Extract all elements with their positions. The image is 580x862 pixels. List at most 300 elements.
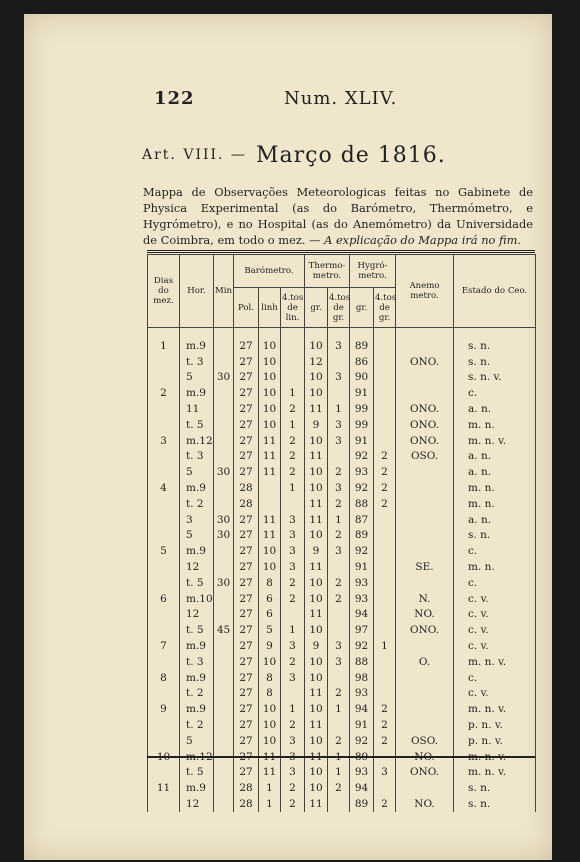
cell-hy-quartos — [374, 543, 396, 559]
cell-pol: 27 — [234, 575, 259, 591]
cell-th-gr: 9 — [305, 543, 328, 559]
cell-th-gr: 10 — [305, 701, 328, 717]
cell-quartos-lin: 2 — [281, 449, 305, 465]
cell-dia — [148, 607, 180, 623]
cell-hy-gr: 93 — [350, 591, 374, 607]
cell-estado-ceo: a. n. — [454, 512, 536, 528]
cell-pol: 27 — [234, 417, 259, 433]
cell-estado-ceo: m. n. v. — [454, 765, 536, 781]
cell-quartos-lin — [281, 496, 305, 512]
cell-hy-gr: 92 — [350, 543, 374, 559]
cell-quartos-lin: 2 — [281, 464, 305, 480]
cell-linh: 8 — [259, 670, 281, 686]
cell-hy-gr: 94 — [350, 780, 374, 796]
cell-quartos-lin: 3 — [281, 638, 305, 654]
cell-estado-ceo: a. n. — [454, 464, 536, 480]
cell-estado-ceo: a. n. — [454, 449, 536, 465]
col-header-anemometro: Anemo metro. — [396, 255, 454, 328]
cell-linh: 10 — [259, 654, 281, 670]
cell-pol: 27 — [234, 654, 259, 670]
cell-hy-gr: 99 — [350, 417, 374, 433]
col-header-thermometro: Thermo-metro. — [305, 255, 350, 288]
cell-estado-ceo: c. v. — [454, 638, 536, 654]
cell-estado-ceo: c. v. — [454, 591, 536, 607]
cell-hy-quartos — [374, 559, 396, 575]
cell-th-gr: 10 — [305, 575, 328, 591]
cell-hora: m.12 — [180, 749, 214, 765]
cell-quartos-lin: 1 — [281, 480, 305, 496]
cell-dia: 3 — [148, 433, 180, 449]
cell-th-quartos: 2 — [328, 496, 350, 512]
cell-estado-ceo: a. n. — [454, 401, 536, 417]
cell-quartos-lin: 2 — [281, 433, 305, 449]
cell-estado-ceo: c. — [454, 385, 536, 401]
cell-hy-gr: 92 — [350, 733, 374, 749]
cell-linh: 10 — [259, 701, 281, 717]
cell-anemometro — [396, 543, 454, 559]
cell-hy-gr: 93 — [350, 575, 374, 591]
cell-min: 30 — [214, 575, 234, 591]
cell-min — [214, 733, 234, 749]
cell-hora: 5 — [180, 733, 214, 749]
cell-hy-gr: 94 — [350, 607, 374, 623]
cell-pol: 27 — [234, 765, 259, 781]
cell-th-gr: 11 — [305, 496, 328, 512]
cell-quartos-lin — [281, 686, 305, 702]
cell-quartos-lin: 3 — [281, 528, 305, 544]
cell-hora: t. 5 — [180, 765, 214, 781]
cell-anemometro — [396, 528, 454, 544]
cell-hy-gr: 92 — [350, 638, 374, 654]
cell-th-gr: 11 — [305, 796, 328, 812]
col-header-quartos-lin: 4.tos de lin. — [281, 288, 305, 328]
cell-min — [214, 543, 234, 559]
cell-th-gr: 10 — [305, 622, 328, 638]
cell-th-quartos: 2 — [328, 686, 350, 702]
cell-hy-gr: 88 — [350, 496, 374, 512]
table-row — [148, 433, 536, 449]
cell-hy-quartos — [374, 686, 396, 702]
cell-hy-gr: 89 — [350, 328, 374, 354]
col-header-hy-quartos: 4.tos de gr. — [374, 288, 396, 328]
cell-dia: 7 — [148, 638, 180, 654]
cell-th-quartos: 3 — [328, 654, 350, 670]
cell-hora: m.9 — [180, 780, 214, 796]
col-header-hor: Hor. — [180, 255, 214, 328]
cell-th-gr: 11 — [305, 449, 328, 465]
cell-quartos-lin: 3 — [281, 512, 305, 528]
cell-dia — [148, 528, 180, 544]
cell-pol: 27 — [234, 591, 259, 607]
cell-linh: 8 — [259, 575, 281, 591]
cell-dia — [148, 512, 180, 528]
cell-estado-ceo: c. v. — [454, 607, 536, 623]
cell-hy-gr: 93 — [350, 464, 374, 480]
cell-estado-ceo: m. n. v. — [454, 654, 536, 670]
cell-th-quartos: 3 — [328, 370, 350, 386]
table-row — [148, 780, 536, 796]
cell-pol: 28 — [234, 496, 259, 512]
cell-estado-ceo: p. n. v. — [454, 733, 536, 749]
cell-th-gr: 11 — [305, 559, 328, 575]
cell-th-quartos: 2 — [328, 780, 350, 796]
cell-th-quartos: 3 — [328, 638, 350, 654]
cell-linh: 11 — [259, 765, 281, 781]
intro-italic-note: A explicação do Mappa irá no fim. — [324, 233, 522, 247]
cell-hy-quartos: 2 — [374, 717, 396, 733]
issue-number: Num. XLIV. — [284, 88, 398, 109]
cell-estado-ceo: s. n. — [454, 328, 536, 354]
cell-dia: 10 — [148, 749, 180, 765]
cell-hora: 11 — [180, 401, 214, 417]
cell-quartos-lin — [281, 370, 305, 386]
cell-th-gr: 11 — [305, 686, 328, 702]
cell-th-quartos: 3 — [328, 328, 350, 354]
cell-hora: t. 2 — [180, 496, 214, 512]
cell-linh: 11 — [259, 433, 281, 449]
cell-pol: 27 — [234, 528, 259, 544]
cell-hora: 3 — [180, 512, 214, 528]
cell-min — [214, 638, 234, 654]
col-header-estado: Estado do Ceo. — [454, 255, 536, 328]
cell-min — [214, 717, 234, 733]
cell-th-quartos: 1 — [328, 765, 350, 781]
cell-dia — [148, 796, 180, 812]
cell-hora: m.9 — [180, 543, 214, 559]
cell-anemometro — [396, 686, 454, 702]
cell-hy-quartos: 2 — [374, 480, 396, 496]
cell-quartos-lin: 2 — [281, 717, 305, 733]
cell-dia: 4 — [148, 480, 180, 496]
cell-anemometro: ONO. — [396, 622, 454, 638]
cell-th-quartos: 1 — [328, 701, 350, 717]
cell-th-gr: 9 — [305, 638, 328, 654]
cell-hy-quartos — [374, 417, 396, 433]
cell-linh: 10 — [259, 733, 281, 749]
cell-quartos-lin: 3 — [281, 749, 305, 765]
cell-linh: 10 — [259, 370, 281, 386]
cell-min: 30 — [214, 464, 234, 480]
cell-hora: 12 — [180, 559, 214, 575]
cell-th-gr: 12 — [305, 354, 328, 370]
cell-estado-ceo: s. n. — [454, 796, 536, 812]
cell-anemometro: ONO. — [396, 417, 454, 433]
cell-anemometro: OSO. — [396, 449, 454, 465]
cell-hy-gr: 92 — [350, 480, 374, 496]
cell-th-quartos — [328, 622, 350, 638]
cell-hy-quartos: 2 — [374, 733, 396, 749]
cell-estado-ceo: c. — [454, 543, 536, 559]
cell-linh: 10 — [259, 717, 281, 733]
cell-hy-gr: 88 — [350, 654, 374, 670]
cell-linh: 6 — [259, 591, 281, 607]
cell-pol: 27 — [234, 543, 259, 559]
cell-linh: 6 — [259, 607, 281, 623]
cell-hora: 5 — [180, 528, 214, 544]
cell-dia: 1 — [148, 328, 180, 354]
cell-quartos-lin — [281, 328, 305, 354]
table-row — [148, 559, 536, 575]
cell-linh: 1 — [259, 796, 281, 812]
cell-hy-quartos — [374, 512, 396, 528]
cell-dia — [148, 654, 180, 670]
cell-hy-quartos — [374, 401, 396, 417]
cell-hora: m.9 — [180, 701, 214, 717]
table-row — [148, 765, 536, 781]
cell-anemometro: ONO. — [396, 433, 454, 449]
table-row — [148, 401, 536, 417]
table-row — [148, 733, 536, 749]
cell-th-quartos — [328, 559, 350, 575]
cell-hy-gr: 91 — [350, 433, 374, 449]
cell-th-gr: 10 — [305, 528, 328, 544]
cell-anemometro: SE. — [396, 559, 454, 575]
cell-dia — [148, 575, 180, 591]
table-row — [148, 622, 536, 638]
cell-dia — [148, 417, 180, 433]
cell-th-gr: 11 — [305, 749, 328, 765]
cell-estado-ceo: m. n. — [454, 496, 536, 512]
cell-anemometro: ONO. — [396, 401, 454, 417]
cell-anemometro — [396, 780, 454, 796]
cell-pol: 28 — [234, 480, 259, 496]
col-header-dias: Dias do mez. — [148, 255, 180, 328]
cell-th-gr: 10 — [305, 464, 328, 480]
cell-estado-ceo: p. n. v. — [454, 717, 536, 733]
cell-hy-gr: 87 — [350, 512, 374, 528]
cell-hy-quartos — [374, 780, 396, 796]
cell-min — [214, 496, 234, 512]
table-row — [148, 701, 536, 717]
cell-dia: 8 — [148, 670, 180, 686]
cell-th-gr: 10 — [305, 654, 328, 670]
cell-min — [214, 401, 234, 417]
cell-min — [214, 449, 234, 465]
intro-text: Mappa de Observações Meteorologicas feitas no Gabinete de Physica Experimental (as do Barómetro, Thermómetro, e Hygrómetro), e no Hospital (as do Anemómetro) da Universidade de Coimbra, em todo o mez. — — [143, 185, 533, 247]
cell-hy-gr: 97 — [350, 622, 374, 638]
cell-hy-gr: 91 — [350, 559, 374, 575]
cell-hora: t. 3 — [180, 654, 214, 670]
table-row — [148, 654, 536, 670]
cell-dia: 6 — [148, 591, 180, 607]
cell-hy-quartos — [374, 654, 396, 670]
cell-pol: 27 — [234, 433, 259, 449]
cell-dia — [148, 354, 180, 370]
table-row — [148, 496, 536, 512]
cell-th-gr: 10 — [305, 765, 328, 781]
cell-min — [214, 328, 234, 354]
cell-anemometro — [396, 512, 454, 528]
cell-hy-quartos — [374, 433, 396, 449]
cell-hy-gr: 91 — [350, 717, 374, 733]
cell-linh: 10 — [259, 401, 281, 417]
cell-pol: 27 — [234, 638, 259, 654]
cell-dia — [148, 686, 180, 702]
table-body — [148, 328, 536, 812]
cell-min: 30 — [214, 528, 234, 544]
cell-th-gr: 11 — [305, 607, 328, 623]
cell-th-quartos: 1 — [328, 401, 350, 417]
cell-estado-ceo: c. v. — [454, 622, 536, 638]
cell-hy-quartos — [374, 385, 396, 401]
cell-hora: m.10 — [180, 591, 214, 607]
cell-pol: 27 — [234, 559, 259, 575]
cell-dia — [148, 401, 180, 417]
cell-linh: 10 — [259, 354, 281, 370]
cell-min — [214, 354, 234, 370]
table-row — [148, 575, 536, 591]
cell-hora: t. 5 — [180, 417, 214, 433]
cell-linh: 10 — [259, 417, 281, 433]
cell-dia — [148, 370, 180, 386]
cell-hy-quartos: 2 — [374, 496, 396, 512]
cell-th-quartos: 2 — [328, 733, 350, 749]
cell-hora: 12 — [180, 796, 214, 812]
cell-anemometro — [396, 575, 454, 591]
cell-estado-ceo: s. n. v. — [454, 370, 536, 386]
cell-min — [214, 654, 234, 670]
cell-pol: 27 — [234, 717, 259, 733]
cell-th-quartos: 3 — [328, 417, 350, 433]
cell-th-gr: 10 — [305, 780, 328, 796]
col-header-th-quartos: 4.tos de gr. — [328, 288, 350, 328]
cell-th-quartos — [328, 670, 350, 686]
cell-anemometro: NO. — [396, 749, 454, 765]
cell-estado-ceo: m. n. — [454, 417, 536, 433]
cell-estado-ceo: c. — [454, 575, 536, 591]
cell-min — [214, 385, 234, 401]
cell-pol: 27 — [234, 370, 259, 386]
cell-linh: 9 — [259, 638, 281, 654]
table-row — [148, 796, 536, 812]
cell-min — [214, 670, 234, 686]
cell-quartos-lin: 3 — [281, 733, 305, 749]
cell-dia — [148, 717, 180, 733]
cell-min — [214, 765, 234, 781]
cell-pol: 28 — [234, 796, 259, 812]
cell-anemometro: ONO. — [396, 354, 454, 370]
cell-th-quartos: 2 — [328, 464, 350, 480]
cell-hora: t. 3 — [180, 449, 214, 465]
cell-hy-gr: 98 — [350, 670, 374, 686]
cell-hora: t. 5 — [180, 622, 214, 638]
cell-quartos-lin — [281, 354, 305, 370]
cell-pol: 27 — [234, 328, 259, 354]
cell-hy-quartos — [374, 370, 396, 386]
cell-pol: 28 — [234, 780, 259, 796]
cell-linh: 8 — [259, 686, 281, 702]
cell-pol: 27 — [234, 622, 259, 638]
cell-linh — [259, 480, 281, 496]
cell-min: 30 — [214, 512, 234, 528]
table-row — [148, 328, 536, 354]
cell-th-quartos: 1 — [328, 749, 350, 765]
cell-pol: 27 — [234, 385, 259, 401]
col-header-min: Min — [214, 255, 234, 328]
cell-th-gr: 10 — [305, 370, 328, 386]
cell-th-quartos — [328, 354, 350, 370]
cell-estado-ceo: m. n. v. — [454, 749, 536, 765]
table-row — [148, 543, 536, 559]
cell-pol: 27 — [234, 670, 259, 686]
cell-hy-quartos: 2 — [374, 464, 396, 480]
cell-quartos-lin: 2 — [281, 654, 305, 670]
cell-quartos-lin: 2 — [281, 591, 305, 607]
cell-anemometro: N. — [396, 591, 454, 607]
cell-dia — [148, 622, 180, 638]
cell-estado-ceo: m. n. — [454, 480, 536, 496]
cell-linh: 5 — [259, 622, 281, 638]
cell-pol: 27 — [234, 607, 259, 623]
cell-pol: 27 — [234, 449, 259, 465]
cell-hy-quartos — [374, 328, 396, 354]
cell-th-quartos: 3 — [328, 480, 350, 496]
cell-pol: 27 — [234, 401, 259, 417]
cell-th-gr: 10 — [305, 328, 328, 354]
cell-hy-quartos: 3 — [374, 765, 396, 781]
cell-estado-ceo: c. v. — [454, 686, 536, 702]
col-header-linh: linh — [259, 288, 281, 328]
col-header-pol: Pol. — [234, 288, 259, 328]
cell-quartos-lin: 1 — [281, 622, 305, 638]
table-row — [148, 464, 536, 480]
book-page — [24, 14, 552, 860]
cell-min — [214, 607, 234, 623]
cell-quartos-lin: 1 — [281, 385, 305, 401]
table-row — [148, 638, 536, 654]
cell-estado-ceo: c. — [454, 670, 536, 686]
cell-hy-quartos — [374, 528, 396, 544]
cell-th-gr: 11 — [305, 512, 328, 528]
cell-quartos-lin: 2 — [281, 575, 305, 591]
cell-linh: 11 — [259, 749, 281, 765]
cell-pol: 27 — [234, 701, 259, 717]
cell-estado-ceo: s. n. — [454, 780, 536, 796]
cell-hy-gr: 89 — [350, 796, 374, 812]
cell-linh: 10 — [259, 559, 281, 575]
cell-pol: 27 — [234, 354, 259, 370]
cell-th-gr: 10 — [305, 433, 328, 449]
table-row — [148, 354, 536, 370]
cell-th-quartos: 2 — [328, 528, 350, 544]
cell-hora: t. 2 — [180, 686, 214, 702]
cell-dia: 9 — [148, 701, 180, 717]
cell-linh: 10 — [259, 385, 281, 401]
cell-pol: 27 — [234, 686, 259, 702]
cell-min — [214, 559, 234, 575]
cell-linh: 10 — [259, 543, 281, 559]
cell-th-gr: 10 — [305, 733, 328, 749]
cell-dia: 11 — [148, 780, 180, 796]
cell-hy-gr: 99 — [350, 401, 374, 417]
table-row — [148, 449, 536, 465]
cell-hora: m.9 — [180, 638, 214, 654]
cell-linh: 11 — [259, 528, 281, 544]
cell-th-quartos: 1 — [328, 512, 350, 528]
cell-hy-quartos — [374, 575, 396, 591]
cell-hora: t. 5 — [180, 575, 214, 591]
cell-hora: m.9 — [180, 480, 214, 496]
cell-min: 30 — [214, 370, 234, 386]
cell-hy-gr: 92 — [350, 449, 374, 465]
cell-hy-gr: 91 — [350, 385, 374, 401]
cell-estado-ceo: m. n. — [454, 559, 536, 575]
cell-dia — [148, 449, 180, 465]
cell-min — [214, 701, 234, 717]
cell-dia — [148, 464, 180, 480]
cell-quartos-lin: 1 — [281, 417, 305, 433]
cell-min — [214, 480, 234, 496]
